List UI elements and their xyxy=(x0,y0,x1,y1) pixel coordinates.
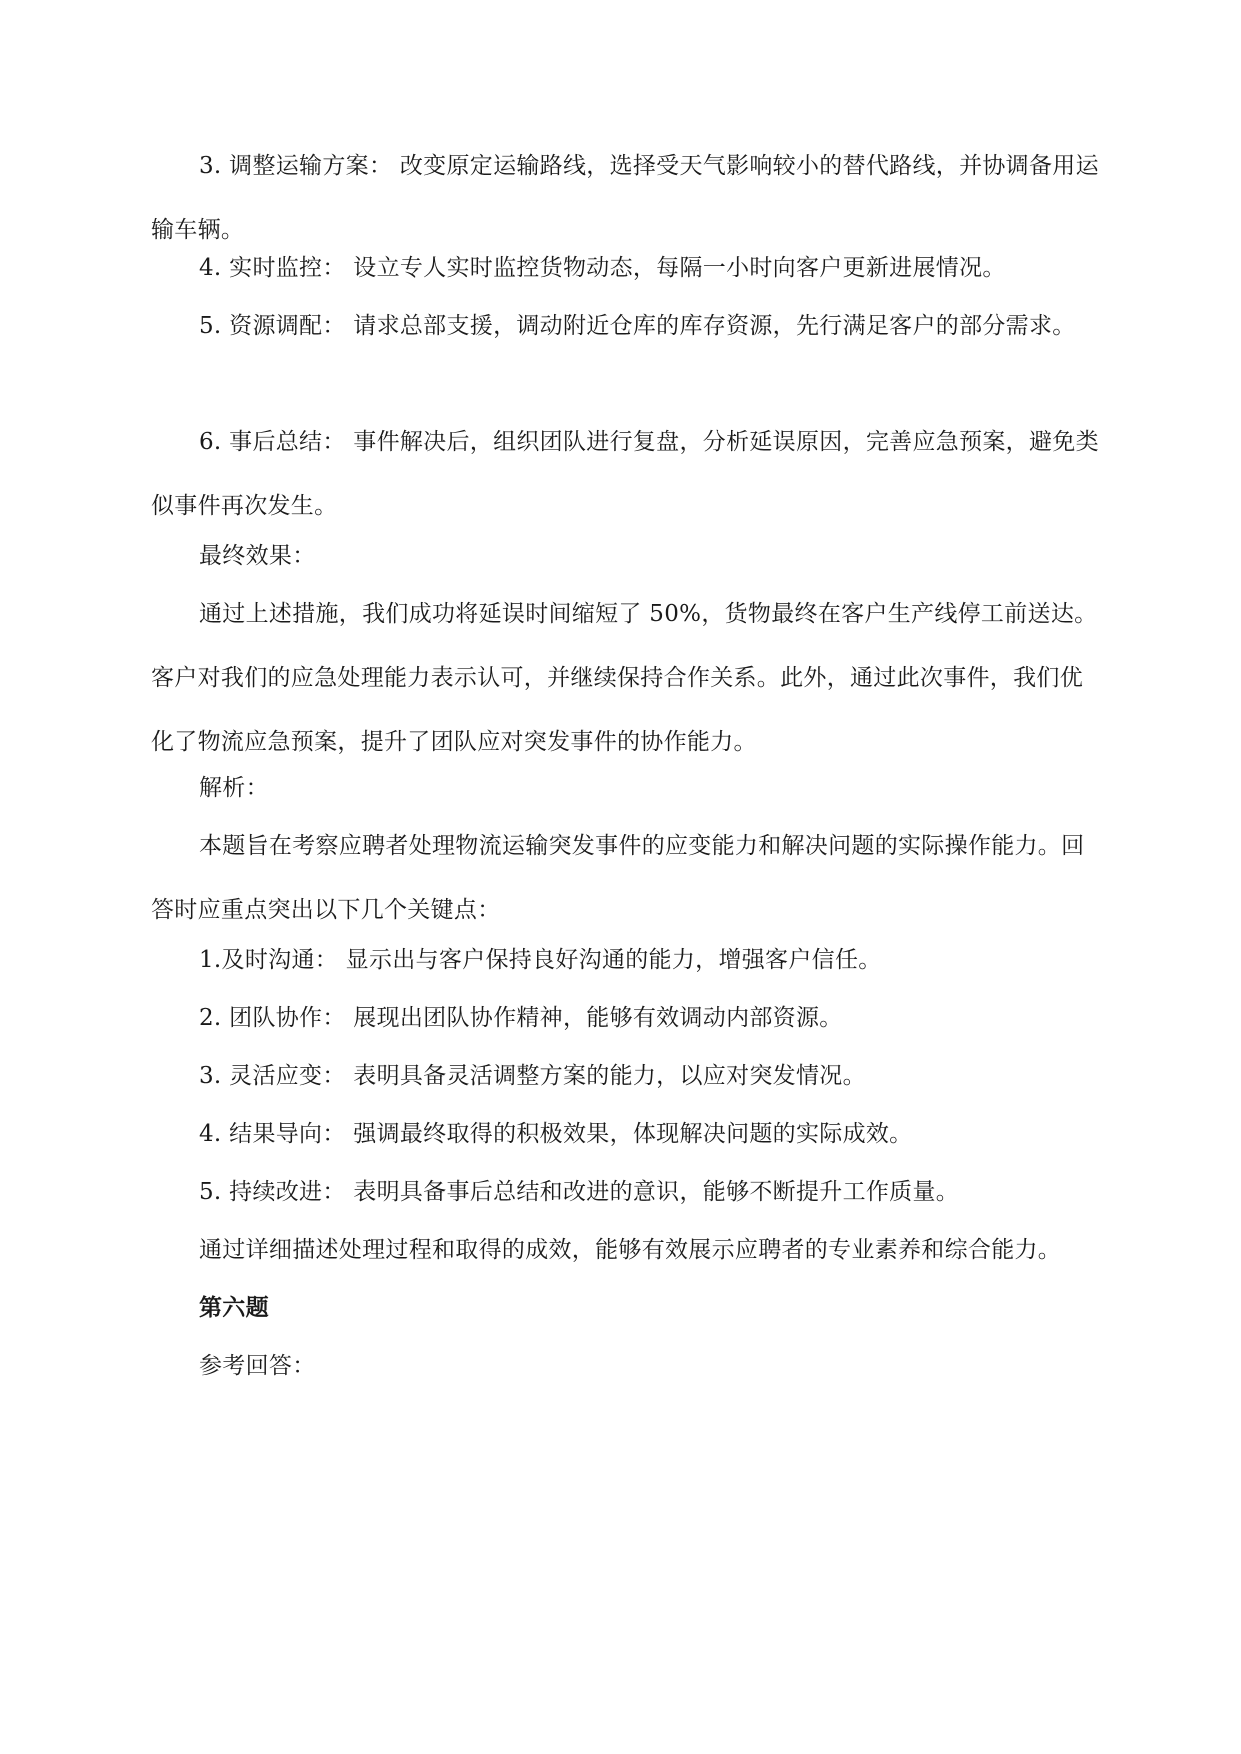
paragraph-analysis-body: 本题旨在考察应聘者处理物流运输突发事件的应变能力和解决问题的实际操作能力。回答时应重点突出以下几个关键点： xyxy=(151,833,1085,923)
paragraph-analysis-label: 解析： xyxy=(199,775,269,801)
paragraph-resource-allocation: 5. 资源调配： 请求总部支援，调动附近仓库的库存资源，先行满足客户的部分需求。 xyxy=(199,313,1076,339)
paragraph-final-effect-label: 最终效果： xyxy=(199,543,316,569)
paragraph-post-summary: 6. 事后总结： 事件解决后，组织团队进行复盘，分析延误原因，完善应急预案，避免类似事件再次发生。 xyxy=(151,429,1099,519)
paragraph-realtime-monitor: 4. 实时监控： 设立专人实时监控货物动态，每隔一小时向客户更新进展情况。 xyxy=(199,255,1006,281)
paragraph-point-5: 5. 持续改进： 表明具备事后总结和改进的意识，能够不断提升工作质量。 xyxy=(199,1179,960,1205)
paragraph-point-3: 3. 灵活应变： 表明具备灵活调整方案的能力，以应对突发情况。 xyxy=(199,1063,866,1089)
paragraph-adjust-transport: 3. 调整运输方案： 改变原定运输路线，选择受天气影响较小的替代路线，并协调备用运输车辆。 xyxy=(151,153,1099,243)
paragraph-point-4: 4. 结果导向： 强调最终取得的积极效果，体现解决问题的实际成效。 xyxy=(199,1121,913,1147)
section-heading: 第六题 xyxy=(199,1294,269,1321)
paragraph-reference-answer-label: 参考回答： xyxy=(199,1353,316,1379)
paragraph-point-1: 1.及时沟通： 显示出与客户保持良好沟通的能力，增强客户信任。 xyxy=(199,947,882,973)
paragraph-final-effect-body: 通过上述措施，我们成功将延误时间缩短了 50%，货物最终在客户生产线停工前送达。客户对我们的应急处理能力表示认可，并继续保持合作关系。此外，通过此次事件，我们优化了物流应急预案，提升了团队应对突发事件的协作能力。 xyxy=(151,601,1098,755)
paragraph-conclusion: 通过详细描述处理过程和取得的成效，能够有效展示应聘者的专业素养和综合能力。 xyxy=(199,1237,1062,1263)
paragraph-point-2: 2. 团队协作： 展现出团队协作精神，能够有效调动内部资源。 xyxy=(199,1005,843,1031)
